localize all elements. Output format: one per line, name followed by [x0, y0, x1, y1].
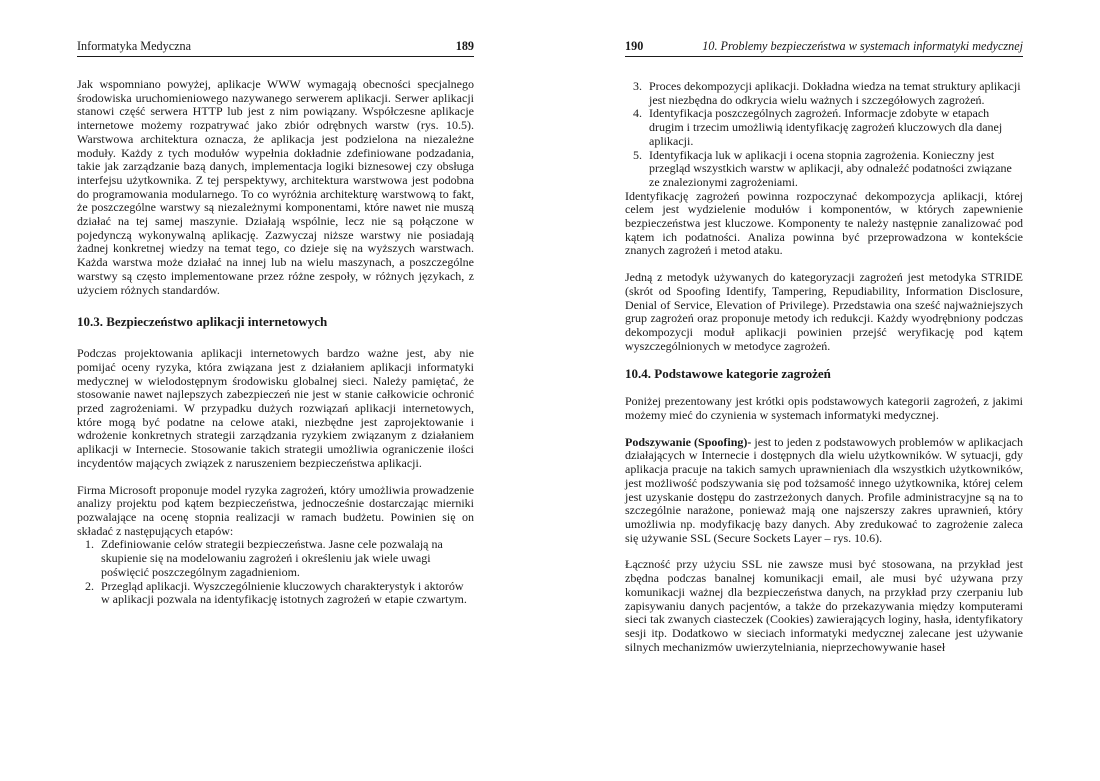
right-header-title: 10. Problemy bezpieczeństwa w systemach informatyki medycznej: [702, 39, 1023, 53]
list-item-number: 3.: [633, 79, 642, 93]
left-header-title: Informatyka Medyczna: [77, 39, 192, 53]
list-item-number: 4.: [633, 106, 642, 121]
list-item-number: 2.: [85, 578, 94, 593]
spoofing-text: jest to jeden z podstawowych problemów w aplikacjach działających w Internecie i dostępnych dla wielu użytkowników. W sytuacji, gdy aplikacja pracuje na takich samych uprawnieniach dla wszystkich użytkowników, jest możliwość podszywania się pod tożsamość innego użytkownika, której celem jest uzyskanie dostępu do zastrzeżonych danych. Profile administracyjne są na to szczególnie narażone, ponieważ mają one najszerszy zakres uprawnień, który umożliwia np. modyfikację bazy danych. Aby zredukować to zagrożenie zaleca się używanie SSL (Secure Sockets Layer – rys. 10.6).: [625, 434, 1023, 545]
list-item-text: Przegląd aplikacji. Wyszczególnienie kluczowych charakterystyk i aktorów w aplikacji pozwala na identyfikację istotnych zagrożeń w etapie czwartym.: [101, 578, 467, 607]
list-item-number: 5.: [633, 147, 642, 162]
list-item: [625, 80, 1023, 107]
left-text-column: [77, 78, 474, 607]
spoofing-paragraph: [625, 436, 1023, 546]
right-paragraph-1: Identyfikację zagrożeń powinna rozpoczynać dekompozycja aplikacji, której celem jest wydzielenie modułów i komponentów, w których zapewnienie bezpieczeństwa jest kluczowe. Komponenty te należy następnie zanalizować pod kątem ich podatności. Analiza powinna być przeprowadzona w kontekście znanych zagrożeń i metod ataku.: [625, 188, 1023, 258]
left-intro-paragraph: Jak wspomniano powyżej, aplikacje WWW wymagają obecności specjalnego środowiska uruchomieniowego nazywanego serwerem aplikacji. Serwer aplikacji stanowi część serwera HTTP lub jest z nim powiązany. Współczesne aplikacje internetowe możemy rozpatrywać jako zbiór odrębnych warstw (rys. 10.5). Warstwowa architektura oznacza, że aplikacja jest podzielona na niezależne moduły. Każdy z tych modułów wypełnia dokładnie zdefiniowane podzadania, takie jak zarządzanie bazą danych, implementacja logiki biznesowej czy obsługa interfejsu użytkownika. Z tej perspektywy, architektura warstwowa jest podobna do programowania modularnego. To co wyróżnia architekturę warstwową to fakt, że poszczególne warstwy są niezależnymi komponentami, które nawet nie muszą działać na tej samej maszynie. Działają wspólnie, lecz nie są połączone w pojedynczą wykonywalną aplikację. Zazwyczaj niższe warstwy nie posiadają żadnej konkretnej wiedzy na temat tego, co dzieje się na wyższych warstwach. Każda warstwa może działać na innej lub na wielu maszynach, a poszczególne warstwy są często implementowane przez różne zespoły, w różnych językach, z użyciem różnych standardów.: [77, 77, 474, 297]
spoofing-term: Podszywanie (Spoofing)-: [625, 434, 752, 449]
list-item: [625, 107, 1023, 148]
section-heading-10-4: 10.4. Podstawowe kategorie zagrożeń: [625, 366, 831, 382]
left-steps-list: [77, 538, 474, 607]
list-item-text: Identyfikacja poszczególnych zagrożeń. Informacje zdobyte w etapach drugim i trzecim umożliwią identyfikację zagrożeń kluczowych dla danej aplikacji.: [649, 106, 1003, 148]
list-item: [625, 149, 1023, 190]
left-paragraph-2: Podczas projektowania aplikacji internetowych bardzo ważne jest, aby nie pomijać oceny ryzyka, która związana jest z działaniem aplikacji informatyki medycznej w wielodostępnym środowisku globalnej sieci. Należy pamiętać, że stosowanie nawet najlepszych zabezpieczeń nie jest w stanie całkowicie ochronić przed zagrożeniami. W przypadku dużych rozwiązań aplikacji internetowych, które mogą być podatne na celowe ataki, niezbędne jest zaprojektowanie i wdrożenie konkretnych strategii zarządzania ryzykiem związanym z działaniem aplikacji w Internecie. Stosowanie takich strategii umożliwia ograniczenie ilości incydentów mających związek z naruszeniem bezpieczeństwa aplikacji.: [77, 346, 474, 470]
list-item: [77, 580, 474, 607]
list-item-number: 1.: [85, 537, 94, 552]
left-paragraph-3: Firma Microsoft proponuje model ryzyka zagrożeń, który umożliwia prowadzenie analizy projektu pod kątem bezpieczeństwa, jednocześnie dostarczając mierniki pozwalające na ocenę stopnia realizacji w ramach budżetu. Powinien się on składać z następujących etapów:: [77, 482, 474, 538]
list-item-text: Proces dekompozycji aplikacji. Dokładna wiedza na temat struktury aplikacji jest niezbędna do odkrycia wielu ważnych i szczegółowych zagrożeń.: [649, 79, 1021, 107]
right-text-column: [625, 80, 1023, 654]
right-page: [550, 0, 1100, 781]
right-paragraph-5: Łączność przy użyciu SSL nie zawsze musi być stosowana, na przykład jest zbędna podczas banalnej komunikacji email, ale musi być używana przy komunikacji ważnej dla bezpieczeństwa danych, na przykład przy czerpaniu lub zapisywaniu danych pacjentów, a także do przekazywania między komputerami sieci tak zwanych ciasteczek (Cookies) zawierających loginy, hasła, identyfikatory sesji itp. Dodatkowo w sieciach informatyki medycznej zalecane jest używanie silnych mechanizmów uwierzytelniania, nieprzechowywanie haseł: [625, 557, 1023, 654]
right-paragraph-2: Jedną z metodyk używanych do kategoryzacji zagrożeń jest metodyka STRIDE (skrót od Spoofing Identify, Tampering, Repudiability, Information Disclosure, Denial of Service, Elevation of Privilege). Przedstawia ona sześć najważniejszych grup zagrożeń oraz proponuje metody ich redukcji. Każdy wyodrębniony podczas dekompozycji moduł aplikacji powinien przejść weryfikację pod kątem wyszczególnionych w metodyce zagrożeń.: [625, 270, 1023, 353]
list-item: [77, 538, 474, 579]
section-heading-10-3: 10.3. Bezpieczeństwo aplikacji internetowych: [77, 314, 328, 330]
list-item-text: Zdefiniowanie celów strategii bezpieczeństwa. Jasne cele pozwalają na skupienie się na modelowaniu zagrożeń i określeniu jak wiele uwagi poświęcić poszczególnym zagadnieniom.: [101, 537, 443, 579]
right-paragraph-3: Poniżej prezentowany jest krótki opis podstawowych kategorii zagrożeń, z jakimi możemy mieć do czynienia w systemach informatyki medycznej.: [625, 394, 1023, 423]
right-page-number: 190: [625, 39, 644, 53]
left-page-number: 189: [455, 39, 474, 53]
right-steps-list: [625, 80, 1023, 190]
list-item-text: Identyfikacja luk w aplikacji i ocena stopnia zagrożenia. Konieczny jest przegląd wszystkich warstw w aplikacji, aby odnaleźć podatności związane ze znalezionymi zagrożeniami.: [649, 147, 1012, 189]
left-running-header: [77, 38, 474, 57]
right-running-header: [625, 38, 1023, 57]
